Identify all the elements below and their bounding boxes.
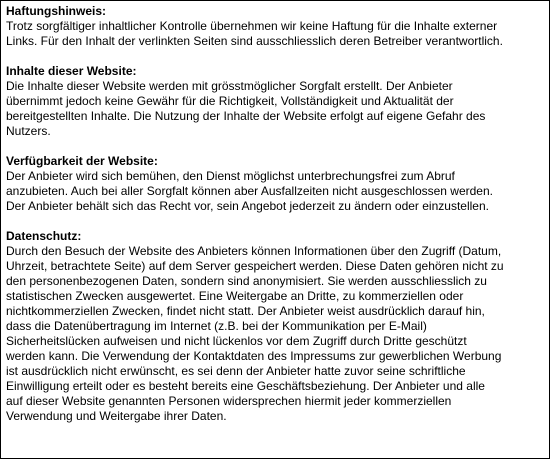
text-line: Trotz sorgfältiger inhaltlicher Kontrolle übernehmen wir keine Haftung für die Inhalte externer: [6, 19, 498, 33]
section-datenschutz: [6, 229, 546, 424]
text-line: Der Anbieter wird sich bemühen, den Dienst möglichst unterbrechungsfrei zum Abruf: [6, 169, 455, 183]
section-verfuegbarkeit: [6, 154, 546, 214]
section-heading: Datenschutz:: [6, 229, 82, 243]
section-heading: Inhalte dieser Website:: [6, 64, 137, 78]
text-line: Die Inhalte dieser Website werden mit grösstmöglicher Sorgfalt erstellt. Der Anbieter: [6, 79, 453, 93]
section-inhalte: [6, 64, 546, 139]
text-line: auf dieser Website genannten Personen widersprechen hiermit jeder kommerziellen: [6, 394, 452, 408]
text-line: Durch den Besuch der Website des Anbieters können Informationen über den Zugriff (Datum,: [6, 244, 502, 258]
text-line: ist ausdrücklich nicht erwünscht, es sei denn der Anbieter hatte zuvor seine schriftliche: [6, 364, 466, 378]
text-line: Einwilligung erteilt oder es besteht bereits eine Geschäftsbeziehung. Der Anbieter und alle: [6, 379, 485, 393]
text-line: dass die Datenübertragung im Internet (z.B. bei der Kommunikation per E-Mail): [6, 319, 427, 333]
text-line: den personenbezogenen Daten, sondern sind anonymisiert. Sie werden ausschliesslich zu: [6, 274, 487, 288]
section-haftungshinweis: [6, 4, 546, 49]
text-line: bereitgestellten Inhalte. Die Nutzung der Inhalte der Website erfolgt auf eigene Gefahr des: [6, 109, 486, 123]
text-line: Nutzers.: [6, 124, 51, 138]
text-line: Uhrzeit, betrachtete Seite) auf dem Server gespeichert werden. Diese Daten gehören nicht zu: [6, 259, 504, 273]
text-line: statistischen Zwecken ausgewertet. Eine Weitergabe an Dritte, zu kommerziellen oder: [6, 289, 464, 303]
text-line: Verwendung und Weitergabe ihrer Daten.: [6, 409, 227, 423]
text-line: werden kann. Die Verwendung der Kontaktdaten des Impressums zur gewerblichen Werbung: [6, 349, 502, 363]
text-line: Sicherheitslücken aufweisen und nicht lückenlos vor dem Zugriff durch Dritte geschützt: [6, 334, 467, 348]
section-heading: Haftungshinweis:: [6, 4, 107, 18]
text-line: nichtkommerziellen Zwecken, findet nicht statt. Der Anbieter weist ausdrücklich darauf hin,: [6, 304, 485, 318]
section-heading: Verfügbarkeit der Website:: [6, 154, 158, 168]
disclaimer-content: [1, 1, 549, 424]
text-line: Der Anbieter behält sich das Recht vor, sein Angebot jederzeit zu ändern oder einzustellen.: [6, 199, 489, 213]
text-line: anzubieten. Auch bei aller Sorgfalt können aber Ausfallzeiten nicht ausgeschlossen werden.: [6, 184, 493, 198]
text-line: übernimmt jedoch keine Gewähr für die Richtigkeit, Vollständigkeit und Aktualität der: [6, 94, 454, 108]
text-line: Links. Für den Inhalt der verlinkten Seiten sind ausschliesslich deren Betreiber verantwortlich.: [6, 34, 503, 48]
